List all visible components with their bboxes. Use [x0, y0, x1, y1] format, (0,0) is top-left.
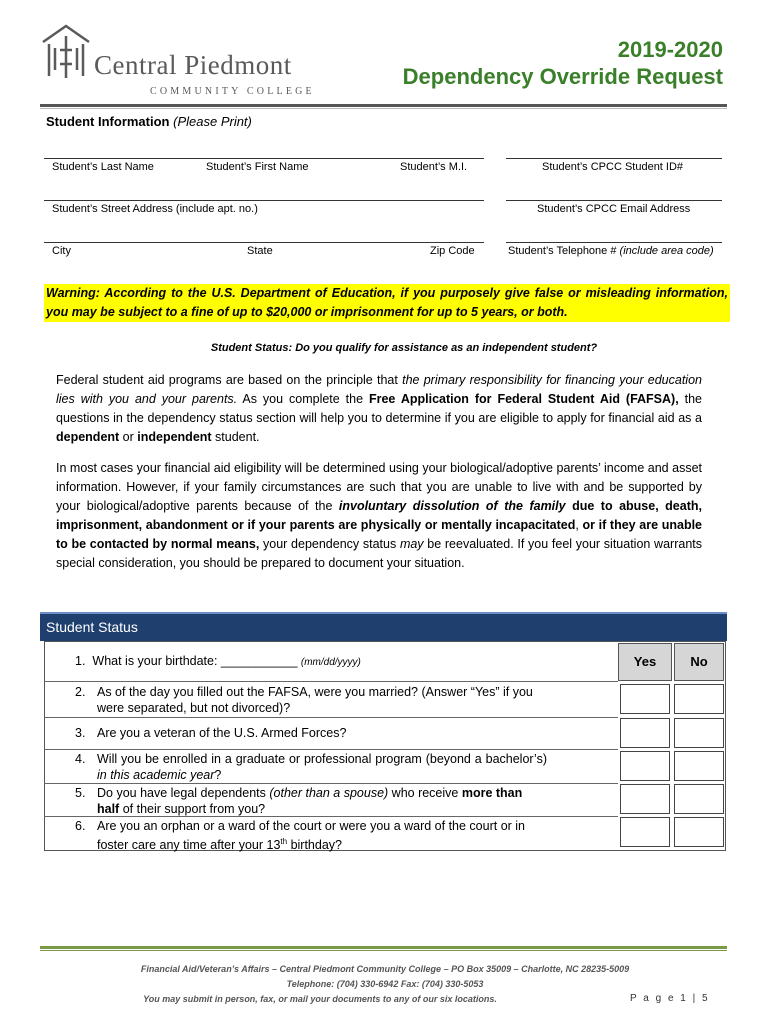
- question-4: Will you be enrolled in a graduate or professional program (beyond a bachelor’s) in this academic year?: [97, 752, 547, 782]
- row-divider: [44, 749, 618, 750]
- email-label: Student’s CPCC Email Address: [537, 203, 691, 215]
- row-divider: [44, 681, 618, 682]
- state-label: State: [247, 245, 273, 257]
- q3-no-checkbox[interactable]: [674, 718, 724, 748]
- footer-address: Financial Aid/Veteran’s Affairs – Central Piedmont Community College – PO Box 35009 – Charlotte, NC 28235-5009: [140, 964, 630, 974]
- form-year: 2019-2020: [617, 37, 723, 62]
- yes-column-header: Yes: [618, 643, 672, 681]
- q5-yes-checkbox[interactable]: [620, 784, 670, 814]
- zip-label: Zip Code: [430, 245, 475, 257]
- question-3: Are you a veteran of the U.S. Armed Forces?: [97, 726, 347, 740]
- question-2-number: 2.: [75, 685, 86, 699]
- page-number: P a g e 1 | 5: [630, 993, 710, 1004]
- city-label: City: [52, 245, 71, 257]
- question-5: Do you have legal dependents (other than a spouse) who receive more than half of their support from you?: [97, 786, 523, 816]
- header-divider-thin: [40, 108, 727, 109]
- paragraph-federal-aid: Federal student aid programs are based on the principle that the primary responsibility for financing your education lies with you and your parents. As you complete the Free Application for Federal Student Aid (FAFSA), the questions in the dependency status section will help you to determine if you are eligible to apply for financial aid as a dependent or independent student.: [56, 373, 702, 444]
- student-id-line[interactable]: [506, 158, 722, 159]
- q6-no-checkbox[interactable]: [674, 817, 724, 847]
- question-2: As of the day you filled out the FAFSA, were you married? (Answer “Yes” if you were separated, but not divorced)?: [97, 685, 533, 715]
- city-state-zip-line[interactable]: [44, 242, 484, 243]
- q4-yes-checkbox[interactable]: [620, 751, 670, 781]
- q2-yes-checkbox[interactable]: [620, 684, 670, 714]
- logo-wordmark: Central Piedmont: [94, 50, 292, 80]
- phone-label: Student’s Telephone # (include area code): [508, 245, 714, 257]
- question-5-number: 5.: [75, 786, 86, 800]
- question-3-number: 3.: [75, 726, 86, 740]
- question-6-number: 6.: [75, 819, 86, 833]
- phone-line[interactable]: [506, 242, 722, 243]
- name-line[interactable]: [44, 158, 484, 159]
- paragraph-special-circumstances: In most cases your financial aid eligibility will be determined using your biological/adoptive parents’ income and asset information. However, if your family circumstances are such that you are unable to live with and be supported by your biological/adoptive parents because of the involuntary dissolution of the family due to abuse, death, imprisonment, abandonment or if your parents are physically or mentally incapacitated, or if they are unable to be contacted by normal means, your dependency status may be reevaluated. If you feel your situation warrants special consideration, you should be prepared to document your situation.: [56, 461, 703, 570]
- q6-yes-checkbox[interactable]: [620, 817, 670, 847]
- email-line[interactable]: [506, 200, 722, 201]
- question-6: Are you an orphan or a ward of the court or were you a ward of the court or in foster care any time after your 13th birthday?: [97, 819, 526, 853]
- row-divider: [44, 816, 618, 817]
- footer-phone-fax: Telephone: (704) 330-6942 Fax: (704) 330-5053: [286, 979, 484, 989]
- address-line[interactable]: [44, 200, 484, 201]
- header-divider: [40, 104, 727, 107]
- row-divider: [44, 717, 618, 718]
- logo-subtitle: COMMUNITY COLLEGE: [150, 86, 315, 97]
- form-title: Dependency Override Request: [402, 64, 723, 89]
- legal-warning: Warning: According to the U.S. Department of Education, if you purposely give false or misleading information, you may be subject to a fine of up to $20,000 or imprisonment for up to 5 years, or both.: [44, 284, 730, 322]
- cpcc-id-label: Student’s CPCC Student ID#: [542, 161, 684, 173]
- question-1: 1. What is your birthdate: ___________ (mm/dd/yyyy): [75, 654, 361, 668]
- q2-no-checkbox[interactable]: [674, 684, 724, 714]
- student-info-heading: Student Information (Please Print): [46, 114, 252, 129]
- row-divider: [44, 783, 618, 784]
- footer-divider-thin: [40, 950, 727, 951]
- address-label: Student’s Street Address (include apt. no.): [52, 203, 258, 215]
- mi-label: Student’s M.I.: [400, 161, 468, 173]
- last-name-label: Student’s Last Name: [52, 161, 154, 173]
- q5-no-checkbox[interactable]: [674, 784, 724, 814]
- footer-divider: [40, 946, 727, 949]
- q3-yes-checkbox[interactable]: [620, 718, 670, 748]
- status-question: Student Status: Do you qualify for assistance as an independent student?: [210, 342, 598, 354]
- footer-submission-note: You may submit in person, fax, or mail your documents to any of our six locations.: [143, 994, 497, 1004]
- first-name-label: Student’s First Name: [206, 161, 309, 173]
- question-4-number: 4.: [75, 752, 86, 766]
- student-status-header: Student Status: [40, 612, 727, 641]
- no-column-header: No: [674, 643, 724, 681]
- q4-no-checkbox[interactable]: [674, 751, 724, 781]
